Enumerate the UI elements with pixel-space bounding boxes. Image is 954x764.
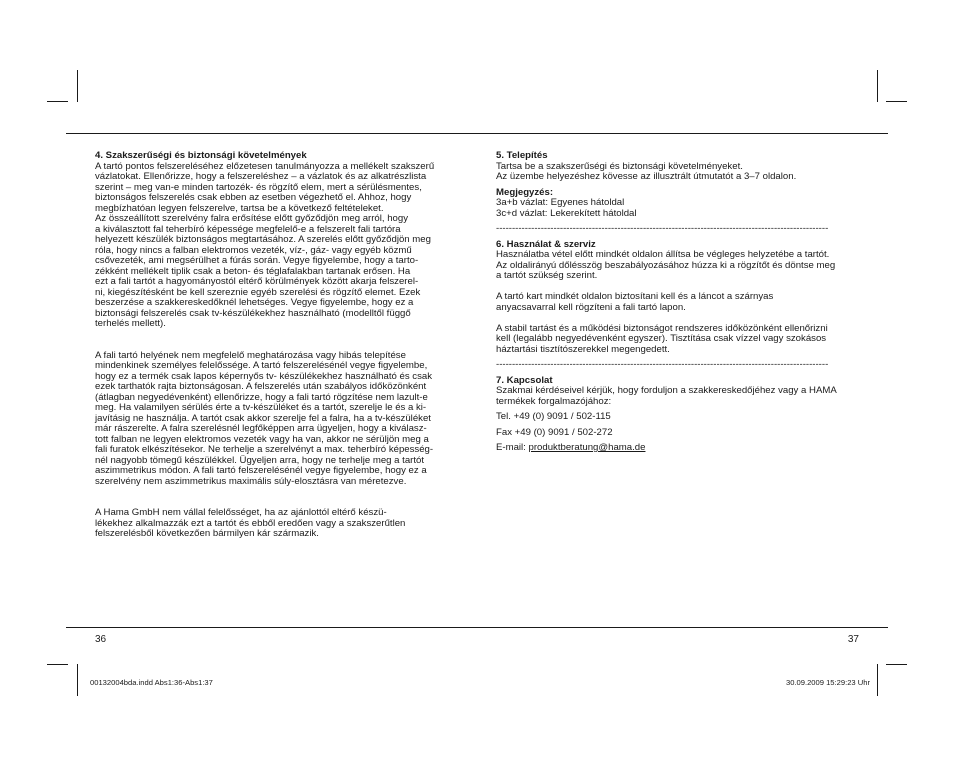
contact-phone: Tel. +49 (0) 9091 / 502-115 [496,411,611,422]
print-slug-left: 00132004bda.indd Abs1:36-Abs1:37 [90,678,213,687]
email-link[interactable]: produktberatung@hama.de [528,442,646,453]
section-4-paragraph-2: A fali tartó helyének nem megfelelő meghatározása vagy hibás telepítése mindenkinek személyes felelőssége. A tartó felszerelésénél vegye figyelembe, hogy ez a termék csak lapos képernyős tv- készülékekhez használható és csak ezek tarthatók rajta biztonságosan. A felszerelés után szabályos időközönként (átlagban negyedévenként) ellenőrizze, hogy a fali tartó rögzítése nem lazult-e meg. Ha valamilyen sérülés érte a tv-készüléket és a tartót, szerelje le és a ki- javításig ne használja. A tartót csak akkor szerelje fel a falra, ha a tv-készüléket már rászerelte. A falra szerelésnél legfőképpen arra ügyeljen, hogy a kiválasz- tott falban ne legyen elektromos vezeték vagy ha van, akkor ne sérüljön meg a fali furatok elkészítésekor. Ne terhelje a szerelvényt a max. teherbíró képesség- nél nagyobb tömegű készülékkel. Ügyeljen arra, hogy ne terhelje meg a tartót aszimmetrikus módon. A fali tartó felszerelésénél vegye figyelembe, hogy ez a szerelvény nem aszimmetrikus maximális súly-elosztásra van méretezve. [95,349,434,487]
crop-mark-bottom-left-horizontal [47,664,68,665]
section-7-text: Szakmai kérdéseivel kérjük, hogy forduljon a szakkereskedőjéhez vagy a HAMA termékek forgalmazójához: [496,385,837,407]
section-4-paragraph-1: A tartó pontos felszereléséhez előzetesen tanulmányozza a mellékelt szakszerű vázlatokat. Ellenőrizze, hogy a felszereléshez – a vázlatok és az alkatrészlista szerint – meg van-e minden tartozék- és rögzítő elem, mert a sérülésmentes, biztonságos felszerelés csak ebben az esetben végezhető el. Ahhoz, hogy megbízhatóan legyen felszerelve, tartsa be a következő feltételeket. Az összeállított szerelvény falra erősítése előtt győződjön meg arról, hogy a kiválasztott fal teherbíró képessége megfelelő-e a felszerelt fali tartóra helyezett készülék biztonságos megtartásához. A szerelés előtt győződjön meg róla, hogy nincs a falban elektromos vezeték, víz-, gáz- vagy egyéb közmű csővezeték, ami megsérülhet a fúrás során. Vegye figyelembe, hogy a tarto- zékként mellékelt tiplik csak a beton- és téglafalakban tartanak erősen. Ha ezt a fali tartót a hagyományostól eltérő körülmények között akarja felszerel- ni, kiegészítésként be kell szereznie egyéb szerelési és rögzítő elemet. Ezek beszerzése a szakkereskedőknél lehetséges. Vegye figyelembe, hogy ez a biztonsági felszerelés csak tv-készülékekhez használható (modelltől függő terhelés mellett). [95,160,435,329]
crop-mark-bottom-right-vertical [877,664,878,696]
crop-mark-top-left-horizontal [47,101,68,102]
section-6-heading: 6. Használat & szerviz [496,238,596,250]
right-page-column [496,151,861,454]
footer-rule [66,627,888,628]
crop-mark-top-right-vertical [877,70,878,102]
section-5-heading: 5. Telepítés [496,150,548,161]
section-6-paragraph-2: A tartó kart mindkét oldalon biztosítani kell és a láncot a szárnyas anyacsavarral kell rögzíteni a fali tartó lapon. [496,291,774,313]
contact-fax: Fax +49 (0) 9091 / 502-272 [496,426,613,438]
page-number-right: 37 [847,634,859,645]
section-5-text: Tartsa be a szakszerűségi és biztonsági követelményeket. Az üzembe helyezéshez kövesse az illusztrált útmutatót a 3–7 oldalon. [496,160,797,182]
note-text: 3a+b vázlat: Egyenes hátoldal 3c+d vázlat: Lekerekített hátoldal [496,197,637,219]
crop-mark-top-right-horizontal [886,101,907,102]
section-7-heading: 7. Kapcsolat [496,374,553,386]
left-page-column [95,151,467,540]
crop-mark-bottom-left-vertical [77,664,78,696]
page-number-left: 36 [95,634,107,645]
print-slug-right: 30.09.2009 15:29:23 Uhr [785,678,870,687]
note-heading: Megjegyzés: [496,186,554,198]
divider-line-2: -------------------------------------------------------------------------------------------------------- [496,360,829,370]
header-rule [66,133,888,134]
email-label: E-mail: [496,442,529,453]
crop-mark-bottom-right-horizontal [886,664,907,665]
contact-email-line [496,443,861,454]
crop-mark-top-left-vertical [77,70,78,102]
section-4-paragraph-3: A Hama GmbH nem vállal felelősséget, ha az ajánlottól eltérő készü- lékekhez alkalmazzák ezt a tartót és ebből eredően vagy a szakszerűtlen felszerelésből következően bármilyen kár származik. [95,507,406,539]
section-6-paragraph-1: Használatba vétel előtt mindkét oldalon állítsa be végleges helyzetébe a tartót. Az oldalirányú dőlésszög beszabályozásához húzza ki a rögzítőt és döntse meg a tartót szükség szerint. [496,249,836,281]
divider-line-1: -------------------------------------------------------------------------------------------------------- [496,224,829,234]
section-6-paragraph-3: A stabil tartást és a működési biztonságot rendszeres időközönként ellenőrizni kell (legalább negyedévenként egyszer). Tisztítása csak vízzel vagy szokásos háztartási tisztítószerekkel megengedett. [496,322,828,355]
section-4-heading: 4. Szakszerűségi és biztonsági követelmények [95,150,307,161]
